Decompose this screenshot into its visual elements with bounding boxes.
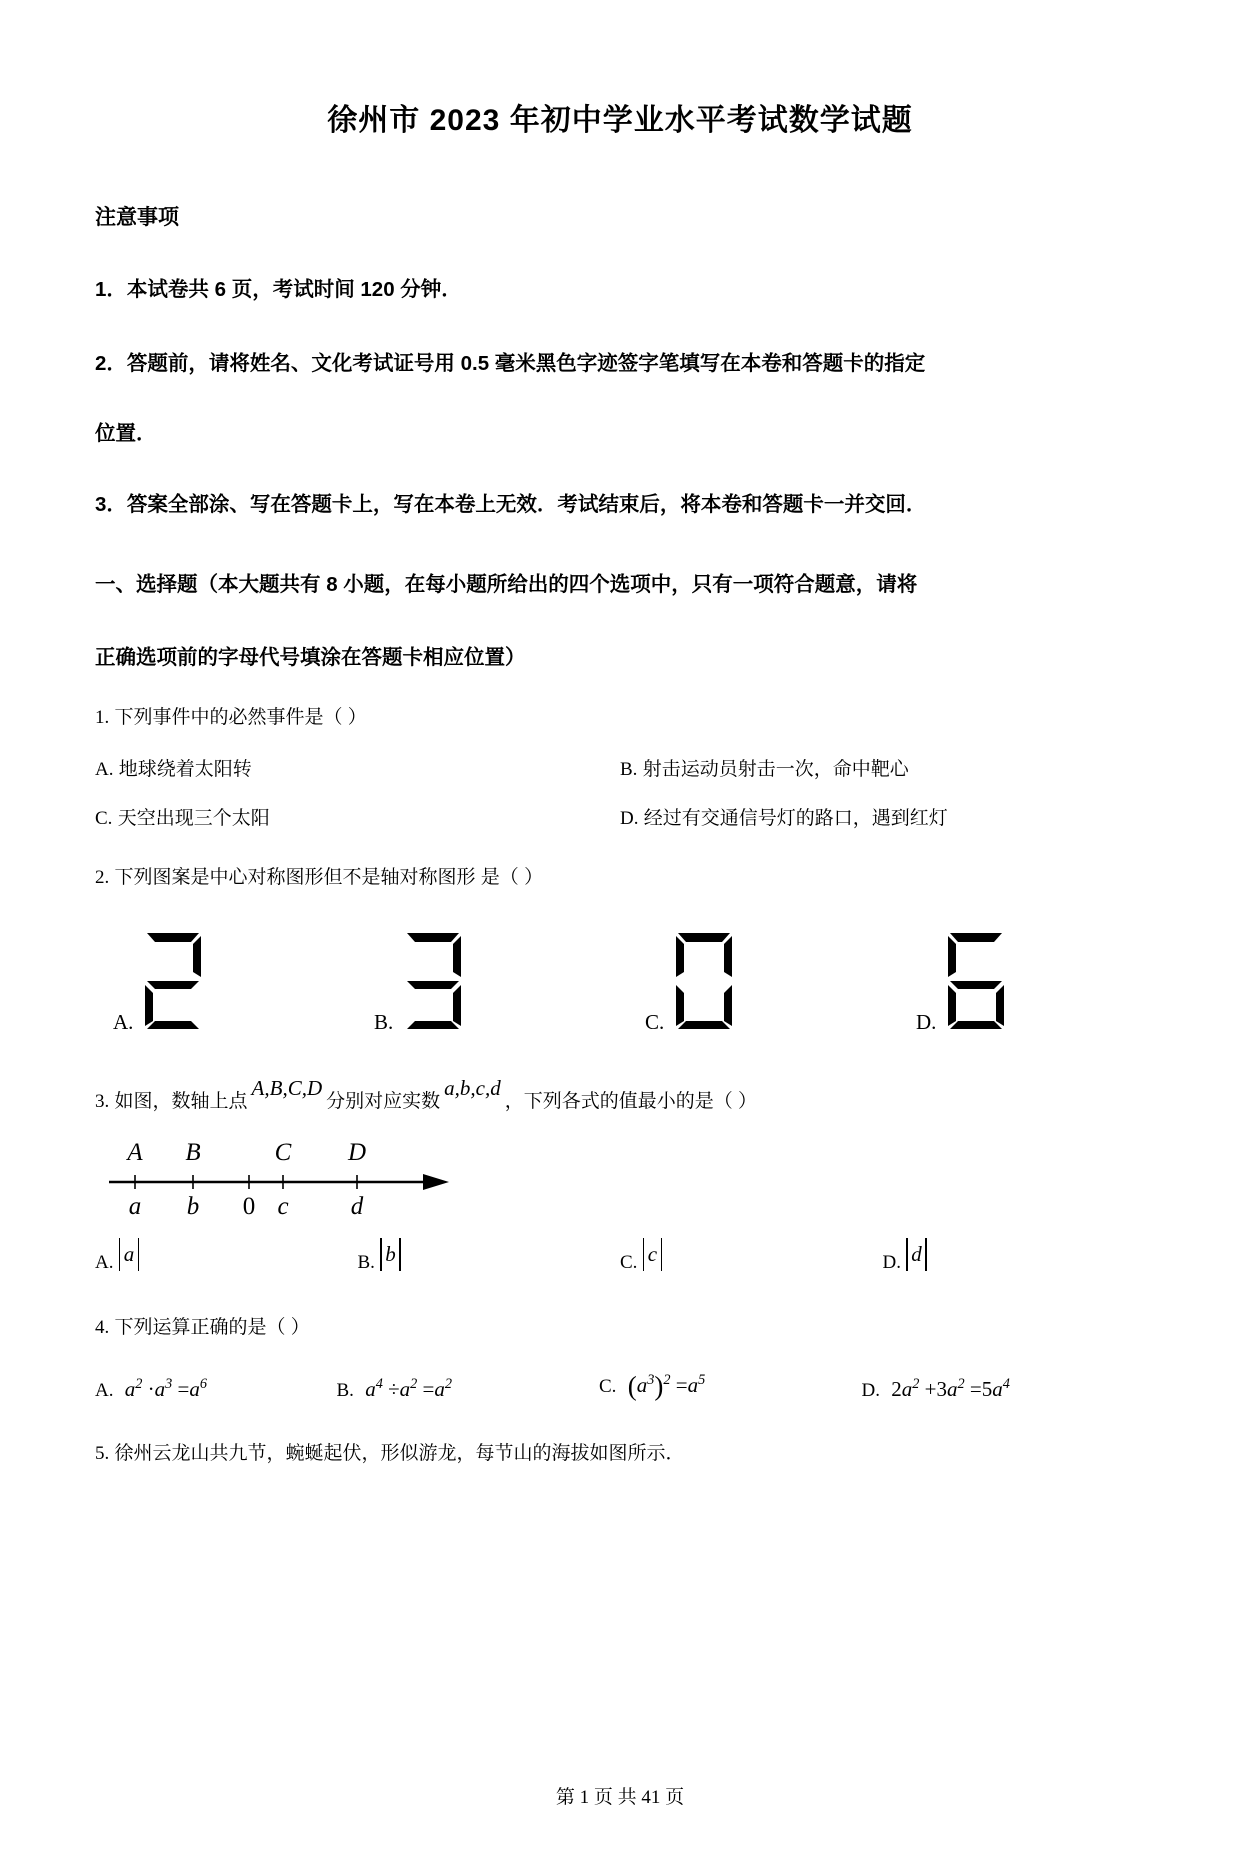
option-label: A.	[95, 1379, 114, 1401]
question-3-number-line-figure	[105, 1130, 1145, 1231]
question-5-number: 5.	[95, 1442, 110, 1464]
question-1-options-row-1	[95, 754, 1145, 781]
option-label: C.	[599, 1375, 617, 1397]
question-4-option-b[interactable]	[337, 1376, 600, 1402]
option-label: D.	[861, 1379, 880, 1401]
question-3-option-c[interactable]	[620, 1242, 883, 1274]
option-label: B.	[620, 759, 638, 781]
note-item-3: 3．答案全部涂、写在答题卡上，写在本卷上无效．考试结束后，将本卷和答题卡一并交回．	[95, 493, 927, 517]
question-2-number: 2.	[95, 867, 110, 889]
question-2-option-b[interactable]	[342, 929, 603, 1037]
question-3-option-d[interactable]	[882, 1242, 1146, 1274]
notice-heading: 注意事项	[95, 206, 179, 229]
svg-text:C: C	[274, 1139, 292, 1167]
question-1-number: 1.	[95, 706, 110, 728]
question-4-option-d[interactable]	[862, 1376, 1125, 1402]
math-expression-a: $a^2 \cdot a^3 =a^6$	[124, 1375, 208, 1401]
question-3-options	[95, 1242, 1145, 1274]
question-1-option-b[interactable]	[620, 754, 1145, 781]
question-3-text-part3: ，下列各式的值最小的是（ ）	[504, 1090, 757, 1112]
question-3-number: 3.	[95, 1090, 110, 1112]
question-3-option-a[interactable]	[95, 1242, 358, 1274]
option-label: C.	[645, 1009, 665, 1034]
option-label: A.	[95, 759, 114, 781]
absolute-value-expression: c	[643, 1242, 662, 1267]
svg-text:a: a	[128, 1193, 142, 1221]
question-4-stem	[95, 1314, 1145, 1343]
svg-text:c: c	[277, 1193, 289, 1221]
question-1-options-row-2	[95, 803, 1145, 830]
absolute-value-expression: a	[119, 1242, 140, 1267]
option-text: 天空出现三个太阳	[117, 808, 270, 830]
question-2-figure-options	[95, 919, 1145, 1037]
section-heading-line2: 正确选项前的字母代号填涂在答题卡相应位置）	[95, 645, 526, 669]
seven-segment-digit-2-icon	[137, 929, 209, 1037]
note-item-1: 1．本试卷共 6 页，考试时间 120 分钟．	[95, 278, 462, 301]
option-label: D.	[620, 808, 639, 830]
absolute-value-expression: d	[906, 1242, 927, 1267]
question-1-text: 下列事件中的必然事件是（ ）	[114, 706, 367, 728]
question-2-option-c[interactable]	[603, 929, 874, 1037]
option-label: B.	[374, 1009, 394, 1034]
option-label: A.	[95, 1252, 114, 1274]
option-label: A.	[113, 1009, 134, 1034]
page-title: 徐州市 2023 年初中学业水平考试数学试题	[327, 104, 913, 137]
question-1-option-d[interactable]	[620, 803, 1145, 830]
question-4-options	[95, 1371, 1145, 1402]
seven-segment-digit-6-icon	[940, 929, 1012, 1037]
option-label: D.	[916, 1009, 937, 1034]
option-text: 地球绕着太阳转	[118, 759, 252, 781]
option-label: C.	[95, 808, 113, 830]
question-2-option-d[interactable]	[874, 929, 1145, 1037]
svg-text:A: A	[127, 1139, 143, 1167]
question-4-number: 4.	[95, 1317, 110, 1339]
question-1-option-a[interactable]	[95, 754, 620, 781]
section-heading-line1: 一、选择题（本大题共有 8 小题，在每小题所给出的四个选项中，只有一项符合题意，请将	[95, 573, 918, 597]
svg-text:d: d	[350, 1193, 364, 1221]
question-4-option-c[interactable]	[599, 1371, 862, 1402]
option-label: B.	[336, 1379, 354, 1401]
svg-text:0: 0	[242, 1193, 256, 1221]
note-item-2-continued: 位置．	[95, 422, 157, 446]
question-2-option-a[interactable]	[95, 929, 342, 1037]
number-line-svg	[105, 1130, 465, 1226]
question-2-stem	[95, 864, 1145, 893]
math-expression-d: $2a^2 +3a^2 =5a^4$	[891, 1375, 1010, 1401]
seven-segment-digit-0-icon	[668, 929, 740, 1037]
math-expression-c: $(a^3)^2 =a^5$	[627, 1370, 706, 1401]
option-label: B.	[357, 1252, 375, 1274]
math-expression-b: $a^4 \div a^2 =a^2$	[365, 1375, 453, 1401]
document-body	[0, 201, 1240, 1468]
question-3-math-points: A,B,C,D	[251, 1075, 323, 1100]
absolute-value-expression: b	[380, 1242, 401, 1267]
exam-page	[0, 95, 1240, 1849]
svg-text:B: B	[185, 1139, 201, 1167]
question-3-text-part2: 分别对应实数	[326, 1090, 441, 1112]
page-footer: 第 1 页 共 41 页	[555, 1787, 685, 1808]
question-3-math-reals: a,b,c,d	[444, 1075, 501, 1100]
question-3-text-part1: 如图，数轴上点	[114, 1090, 248, 1112]
question-3-option-b[interactable]	[357, 1242, 621, 1274]
question-2-text: 下列图案是中心对称图形但不是轴对称图形 是（ ）	[114, 867, 544, 889]
option-label: D.	[882, 1252, 901, 1274]
question-1-option-c[interactable]	[95, 803, 620, 830]
note-item-2: 2．答题前，请将姓名、文化考试证号用 0.5 毫米黑色字迹签字笔填写在本卷和答题卡的指定	[95, 351, 926, 375]
question-5-stem	[95, 1440, 1145, 1469]
question-4-option-a[interactable]	[95, 1376, 337, 1402]
question-3-stem	[95, 1075, 1145, 1117]
question-1-stem	[95, 704, 1145, 733]
option-text: 射击运动员射击一次，命中靶心	[642, 759, 909, 781]
seven-segment-digit-3-icon	[397, 929, 469, 1037]
svg-text:D: D	[347, 1139, 367, 1167]
svg-text:b: b	[186, 1193, 200, 1221]
question-5-text: 徐州云龙山共九节，蜿蜒起伏，形似游龙，每节山的海拔如图所示．	[114, 1442, 685, 1464]
option-text: 经过有交通信号灯的路口，遇到红灯	[643, 808, 948, 830]
question-4-text: 下列运算正确的是（ ）	[114, 1317, 310, 1339]
option-label: C.	[620, 1252, 638, 1274]
